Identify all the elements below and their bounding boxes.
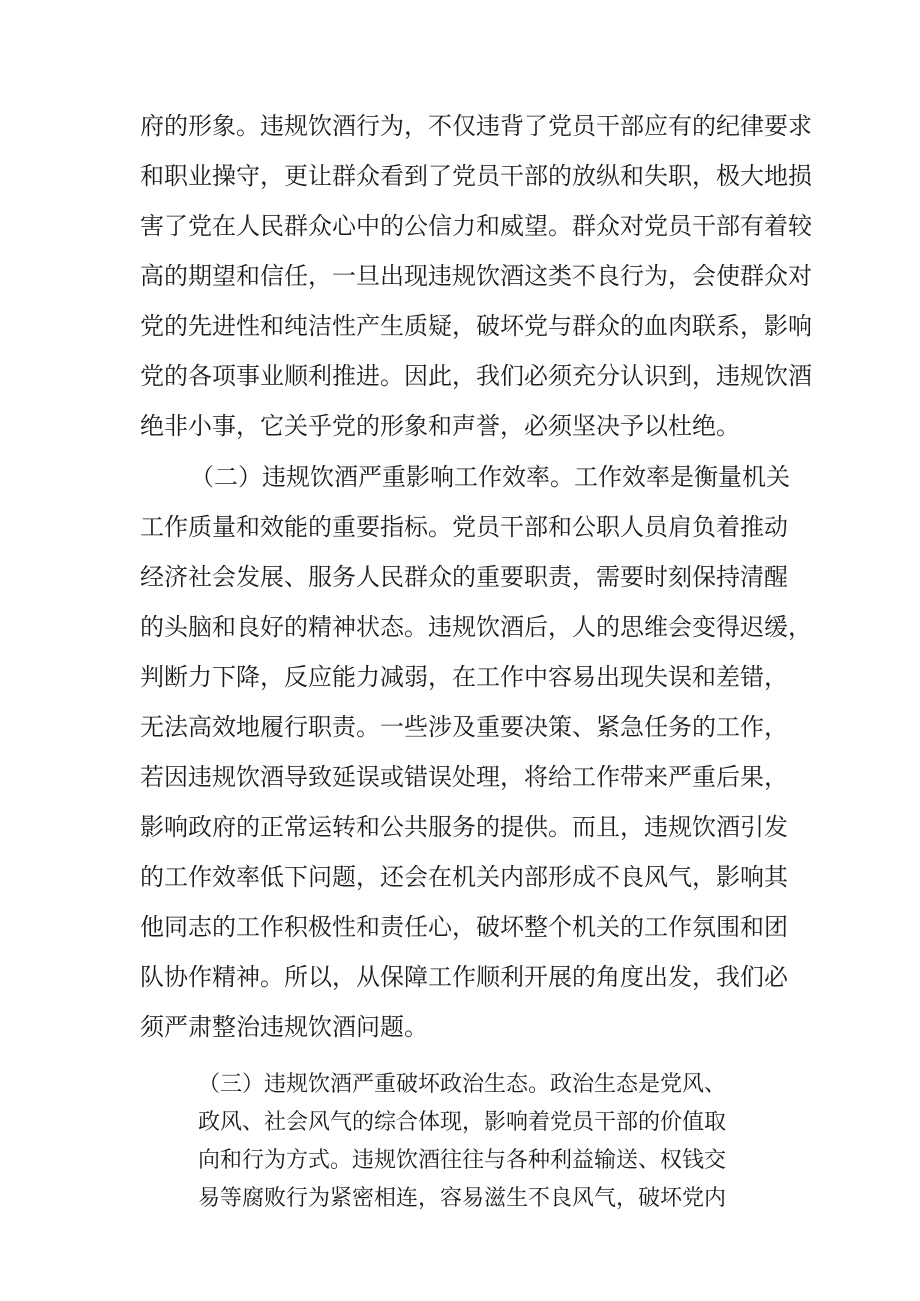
text-line: 判断力下降，反应能力减弱，在工作中容易出现失误和差错， [140,663,788,691]
text-line: 高的期望和信任，一旦出现违规饮酒这类不良行为，会使群众对 [140,262,812,290]
text-line: 和职业操守，更让群众看到了党员干部的放纵和失职，极大地损 [140,162,812,190]
text-line: 影响政府的正常运转和公共服务的提供。而且，违规饮酒引发 [140,813,788,841]
text-line: （三）违规饮酒严重破坏政治生态。政治生态是党风、 [198,1072,727,1097]
text-line: 经济社会发展、服务人民群众的重要职责，需要时刻保持清醒 [140,563,788,591]
text-line: 工作质量和效能的重要指标。党员干部和公职人员肩负着推动 [140,513,788,541]
text-line: 向和行为方式。违规饮酒往往与各种利益输送、权钱交 [198,1148,727,1173]
text-line: 须严肃整治违规饮酒问题。 [140,1013,428,1041]
text-line: 无法高效地履行职责。一些涉及重要决策、紧急任务的工作， [140,713,788,741]
text-line: 易等腐败行为紧密相连，容易滋生不良风气，破坏党内 [198,1186,727,1211]
text-line: 党的各项事业顺利推进。因此，我们必须充分认识到，违规饮酒 [140,362,812,390]
text-line: 府的形象。违规饮酒行为，不仅违背了党员干部应有的纪律要求 [140,112,812,140]
text-line: 的工作效率低下问题，还会在机关内部形成不良风气，影响其 [140,863,788,891]
text-line: 害了党在人民群众心中的公信力和威望。群众对党员干部有着较 [140,212,812,240]
text-line: 绝非小事，它关乎党的形象和声誉，必须坚决予以杜绝。 [140,412,740,440]
text-line: 党的先进性和纯洁性产生质疑，破坏党与群众的血肉联系，影响 [140,312,812,340]
text-line: 队协作精神。所以，从保障工作顺利开展的角度出发，我们必 [140,963,788,991]
text-line: （二）违规饮酒严重影响工作效率。工作效率是衡量机关 [190,463,790,491]
text-line: 他同志的工作积极性和责任心，破坏整个机关的工作氛围和团 [140,913,788,941]
text-line: 若因违规饮酒导致延误或错误处理，将给工作带来严重后果， [140,763,788,791]
text-line: 的头脑和良好的精神状态。违规饮酒后，人的思维会变得迟缓， [140,613,812,641]
text-line: 政风、社会风气的综合体现，影响着党员干部的价值取 [198,1110,727,1135]
